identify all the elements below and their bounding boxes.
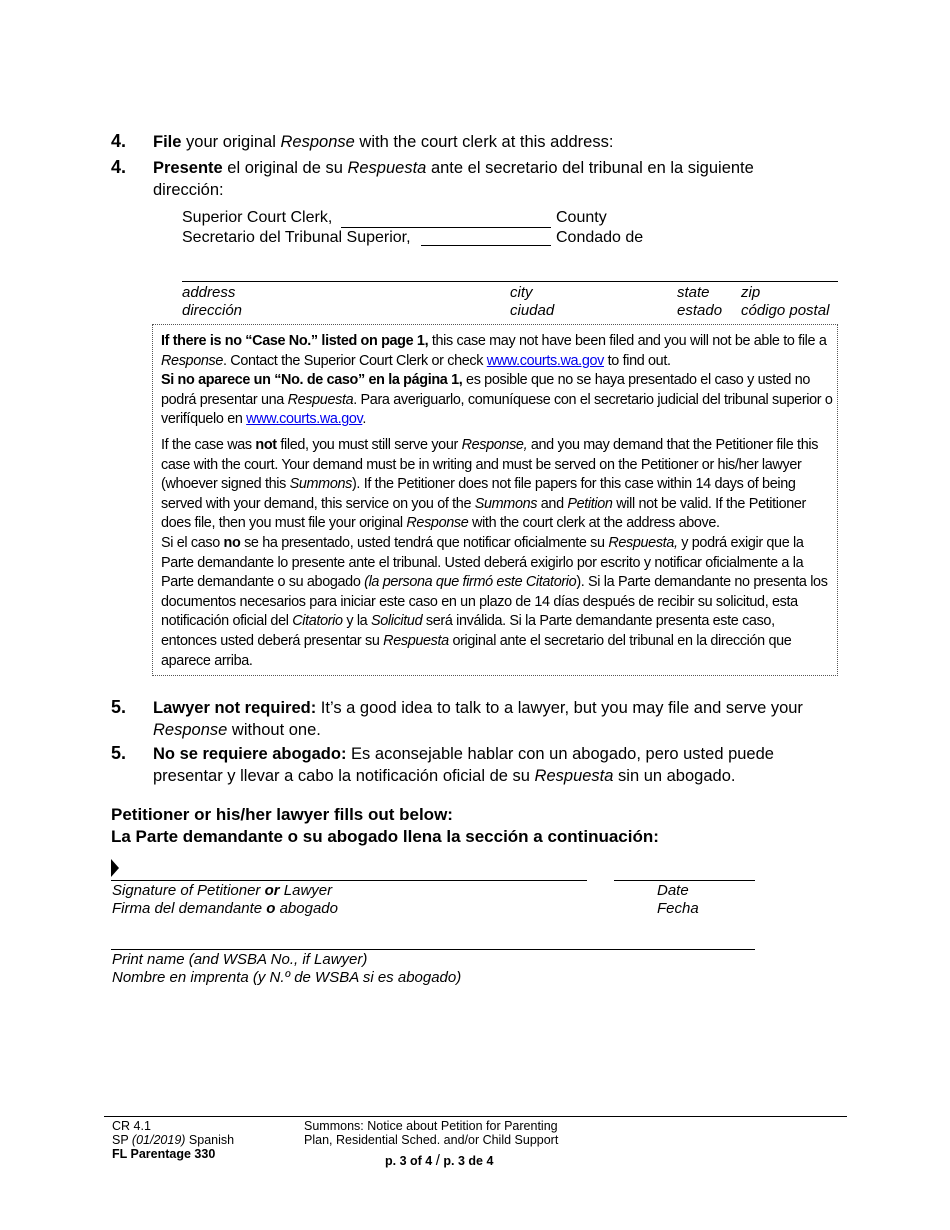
text-italic: Solicitud xyxy=(370,613,423,630)
notice-not-filed xyxy=(161,436,833,671)
text: es posible que no se haya presentado el caso y usted no podrá presentar una xyxy=(161,372,811,408)
text: without one. xyxy=(227,721,321,739)
item-5-number: 5. xyxy=(111,697,127,717)
city-label xyxy=(510,284,554,320)
text: . Contact the Superior Court Clerk or check xyxy=(223,352,487,369)
text-italic: (la persona que firmó este Citatorio xyxy=(364,574,577,591)
text: se ha presentado, usted tendrá que notificar oficialmente su xyxy=(240,534,609,551)
text: this case may not have been filed and you will not be able to file a xyxy=(428,333,827,349)
text-italic: Summons xyxy=(474,495,538,512)
text: and you may demand that the Petitioner file this case with the court. Your demand must be in writing and must be served on the Petitioner or his/her lawyer (whoever signed this xyxy=(161,437,819,493)
petitioner-heading xyxy=(111,804,659,848)
text: Nombre en imprenta (y N.º de WSBA si es abogado) xyxy=(112,969,462,986)
text: Es aconsejable hablar con un abogado, pero usted puede presentar y llevar a cabo la notificación oficial de su xyxy=(153,745,774,785)
text: ). If the Petitioner does not file papers for this case within 14 days of being served with your demand, this service on you of the xyxy=(161,476,796,512)
text-bold: Si no aparece un “No. de caso” en la página 1, xyxy=(161,372,463,389)
text: and xyxy=(537,495,568,512)
signature-line[interactable] xyxy=(111,880,587,881)
print-name-line[interactable] xyxy=(111,949,755,950)
text: CR 4.1 xyxy=(112,1119,151,1133)
text: . xyxy=(362,411,366,428)
text-italic: Response xyxy=(280,133,355,151)
address-label xyxy=(182,284,242,320)
text-bold: If there is no “Case No.” listed on page 1, xyxy=(161,333,429,349)
text: to find out. xyxy=(603,352,671,369)
text: p. 3 de 4 xyxy=(443,1154,494,1168)
text: Lawyer xyxy=(279,882,333,899)
text: original ante el secretario del tribunal en la dirección que aparece arriba. xyxy=(161,632,792,669)
clerk-label-en: Superior Court Clerk, xyxy=(182,209,333,226)
text: zip xyxy=(741,284,761,301)
text: abogado xyxy=(275,900,338,917)
text: city xyxy=(510,284,533,301)
text: If the case was xyxy=(161,437,256,453)
date-line[interactable] xyxy=(614,880,755,881)
text: y la xyxy=(342,613,371,630)
heading-es: La Parte demandante o su abogado llena la sección a continuación: xyxy=(111,827,659,846)
text-italic: Respuesta xyxy=(287,391,354,408)
text: Date xyxy=(657,882,689,899)
text: will not be valid. If the Petitioner does file, then you must file your original xyxy=(161,495,807,532)
date-label xyxy=(657,882,699,918)
print-name-label xyxy=(112,951,461,987)
item-5-text-en xyxy=(153,697,823,741)
text: Print name (and WSBA No., if Lawyer) xyxy=(112,951,368,968)
text: Firma del demandante xyxy=(112,900,267,917)
text-italic: Summons xyxy=(289,476,352,493)
footer-title xyxy=(304,1119,558,1147)
text-bold: no xyxy=(223,534,241,551)
item-5-bold-es: No se requiere abogado: xyxy=(153,745,347,763)
text-bold: o xyxy=(266,900,276,917)
text-italic: Response xyxy=(153,721,228,739)
signature-label xyxy=(112,882,338,918)
text: Fecha xyxy=(657,900,699,917)
clerk-label-es: Secretario del Tribunal Superior, xyxy=(182,229,411,246)
text-italic: Petition xyxy=(567,495,613,512)
heading-en: Petitioner or his/her lawyer fills out below: xyxy=(111,805,453,824)
text: código postal xyxy=(741,302,830,319)
text-bold: not xyxy=(255,437,277,453)
text: el original de su xyxy=(222,159,348,177)
footer-rule xyxy=(104,1116,847,1117)
courts-link-es[interactable]: www.courts.wa.gov xyxy=(246,411,363,428)
sign-here-arrow-icon xyxy=(111,859,121,879)
text-italic: Respuesta xyxy=(347,159,427,177)
text: with the court clerk at the address above. xyxy=(468,515,720,532)
county-label-es: Condado de xyxy=(556,229,644,246)
text: ). Si la Parte demandante no presenta los documentos necesarios para iniciar este caso en un plazo de 14 días después de recibir su solicitud, esta notificación oficial del xyxy=(161,574,828,630)
notice-case-number xyxy=(161,332,833,430)
state-label xyxy=(677,284,722,320)
text: Summons: Notice about Petition for Parenting xyxy=(304,1119,558,1133)
text-italic: Respuesta, xyxy=(608,534,678,551)
item-4-text-es xyxy=(153,157,813,201)
item-4-bold-es: Presente xyxy=(153,159,223,177)
item-5-number-es: 5. xyxy=(111,743,127,763)
text: será inválida. Si la Parte demandante presenta este caso, entonces usted deberá presentar su xyxy=(161,613,775,649)
zip-label xyxy=(741,284,829,320)
form-number: FL Parentage 330 xyxy=(112,1147,216,1161)
item-4-bold: File xyxy=(153,133,182,151)
text: estado xyxy=(677,302,723,319)
item-5-bold: Lawyer not required: xyxy=(153,699,317,717)
text-italic: Respuesta xyxy=(383,632,449,649)
courts-link[interactable]: www.courts.wa.gov xyxy=(486,352,604,369)
text: ante el secretario del tribunal en la siguiente xyxy=(426,159,754,177)
text: with the court clerk at this address: xyxy=(354,133,614,151)
text: dirección: xyxy=(153,181,224,199)
text: Plan, Residential Sched. and/or Child Support xyxy=(304,1133,559,1147)
text-italic: Response xyxy=(406,515,469,532)
text-italic: Response xyxy=(161,352,224,369)
text: It’s a good idea to talk to a lawyer, but you may file and serve your xyxy=(316,699,803,717)
text: Spanish xyxy=(185,1133,235,1147)
county-label-en: County xyxy=(556,209,607,226)
text: / xyxy=(435,1152,440,1169)
text-italic: Respuesta xyxy=(534,767,614,785)
footer-form-info xyxy=(112,1119,234,1161)
text: Si el caso xyxy=(161,534,224,551)
text: dirección xyxy=(182,302,243,319)
text: your original xyxy=(181,133,281,151)
text-italic: (01/2019) xyxy=(131,1133,186,1147)
text: . Para averiguarlo, comuníquese con el secretario judicial del tribunal superior o verifíquelo en xyxy=(161,391,833,428)
item-4-text-en xyxy=(153,131,613,153)
text: ciudad xyxy=(510,302,555,319)
text: Signature of Petitioner xyxy=(112,882,265,899)
text-bold: or xyxy=(264,882,280,899)
address-line[interactable] xyxy=(182,281,838,282)
text: state xyxy=(677,284,710,301)
text-italic: Citatorio xyxy=(292,613,343,630)
item-4-number: 4. xyxy=(111,131,127,151)
text: sin un abogado. xyxy=(613,767,736,785)
item-5-text-es xyxy=(153,743,828,787)
text: p. 3 of 4 xyxy=(385,1154,433,1168)
county-blank-es[interactable] xyxy=(421,245,551,246)
item-4-number-es: 4. xyxy=(111,157,127,177)
text: address xyxy=(182,284,236,301)
text: SP xyxy=(112,1133,132,1147)
text: filed, you must still serve your xyxy=(276,437,462,453)
page-number xyxy=(385,1154,493,1168)
text-italic: Response, xyxy=(461,437,528,453)
text: y podrá exigir que la Parte demandante lo presente ante el tribunal. Usted deberá exigirlo por escrito y notificar oficialmente a la Parte demandante o su abogado xyxy=(161,534,804,591)
